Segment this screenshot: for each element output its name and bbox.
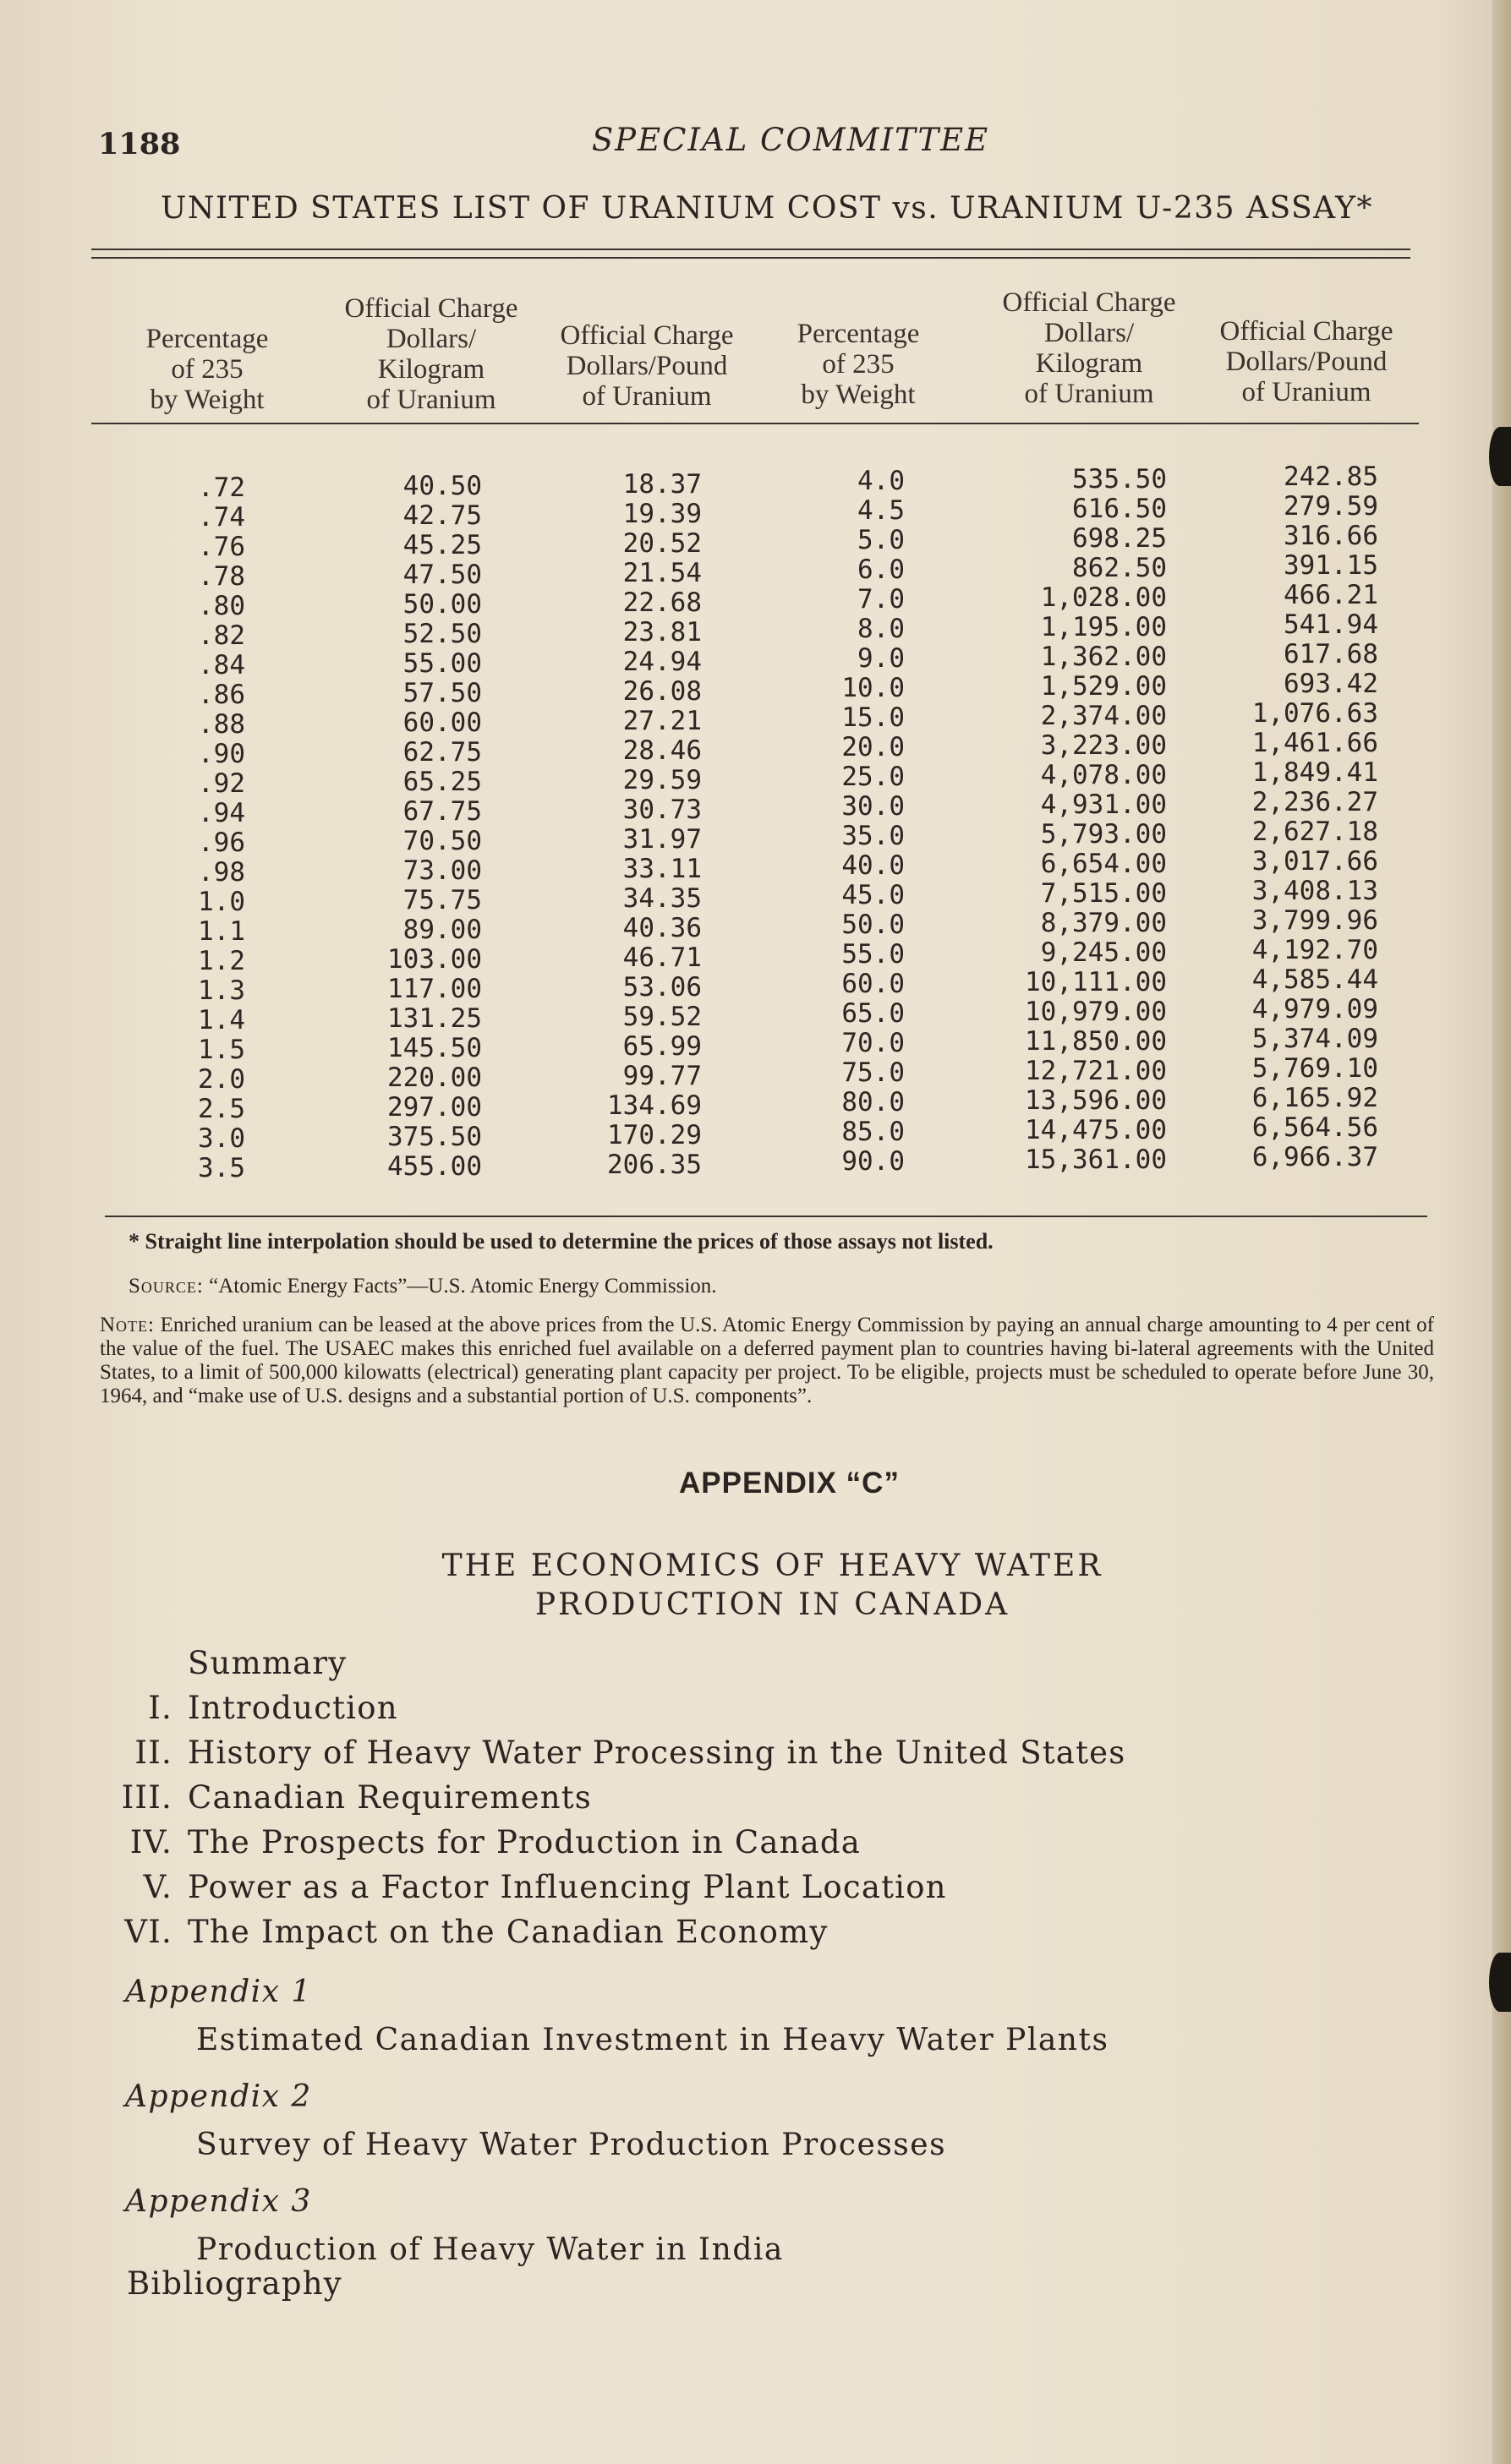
- table-cell: 40.50: [402, 471, 482, 501]
- bibliography: Bibliography: [127, 2265, 342, 2302]
- table-cell: 29.59: [622, 765, 702, 795]
- table-cell: 55.00: [402, 648, 482, 679]
- table-cell: 5.0: [857, 525, 905, 555]
- table-top-rule: [91, 257, 1410, 259]
- table-cell: 6.0: [857, 555, 905, 585]
- table-cell: 75.75: [402, 885, 482, 915]
- table-cell: 616.50: [1072, 494, 1167, 524]
- table-cell: 75.0: [841, 1057, 905, 1088]
- col-header-dollars-kg: Official Charge Dollars/ Kilogram of Uranium: [1002, 287, 1176, 409]
- table-cell: 1.3: [198, 975, 245, 1006]
- sub-appendix-title: Survey of Heavy Water Production Processes: [196, 2128, 947, 2162]
- contents-number: IV.: [129, 1824, 172, 1860]
- table-cell: 2,627.18: [1251, 817, 1378, 847]
- table-cell: .78: [198, 561, 245, 592]
- table-cell: 55.0: [841, 939, 905, 970]
- table-cell: 5,769.10: [1251, 1053, 1378, 1084]
- table-cell: 11,850.00: [1025, 1026, 1167, 1057]
- table-cell: 391.15: [1284, 550, 1378, 581]
- table-cell: 50.0: [841, 910, 905, 940]
- table-cell: 3,408.13: [1251, 876, 1378, 906]
- table-cell: 10.0: [841, 673, 905, 703]
- table-cell: 4,192.70: [1251, 935, 1378, 965]
- table-cell: 1.2: [198, 946, 245, 976]
- table-cell: .82: [198, 620, 245, 651]
- table-cell: 31.97: [622, 824, 702, 855]
- table-cell: 25.0: [841, 762, 905, 792]
- table-cell: 45.25: [402, 530, 482, 560]
- table-cell: 1.4: [198, 1005, 245, 1035]
- table-cell: 46.71: [622, 942, 702, 973]
- table-cell: 6,654.00: [1040, 849, 1167, 879]
- sub-appendix-label: Appendix 1: [125, 1975, 312, 2009]
- sub-appendix-label: Appendix 2: [125, 2079, 312, 2114]
- table-cell: .92: [198, 768, 245, 799]
- contents-text: Canadian Requirements: [188, 1779, 592, 1816]
- contents-text: Introduction: [188, 1690, 398, 1726]
- contents-text: Power as a Factor Influencing Plant Location: [188, 1869, 947, 1905]
- table-cell: 3,799.96: [1251, 905, 1378, 936]
- contents-text: History of Heavy Water Processing in the United States: [188, 1735, 1126, 1771]
- contents-number: I.: [148, 1690, 172, 1726]
- header-rule: [91, 423, 1419, 424]
- binding-edge: [1492, 0, 1511, 2464]
- table-cell: 12,721.00: [1025, 1056, 1167, 1086]
- table-footnote: * Straight line interpolation should be used to determine the prices of those assays not listed.: [129, 1229, 994, 1254]
- table-cell: 65.25: [402, 767, 482, 797]
- table-cell: .74: [198, 502, 245, 533]
- table-cell: 1,028.00: [1040, 582, 1167, 613]
- table-cell: .98: [198, 857, 245, 888]
- table-cell: 535.50: [1072, 464, 1167, 494]
- table-cell: 698.25: [1072, 523, 1167, 554]
- table-cell: 90.0: [841, 1146, 905, 1177]
- punch-hole: [1489, 1953, 1511, 2012]
- table-cell: 35.0: [841, 821, 905, 851]
- table-cell: 73.00: [402, 855, 482, 886]
- table-cell: 1,529.00: [1040, 671, 1167, 702]
- table-cell: 20.52: [622, 528, 702, 559]
- table-cell: 8.0: [857, 614, 905, 644]
- table-cell: 52.50: [402, 619, 482, 649]
- table-cell: 220.00: [387, 1063, 482, 1093]
- table-cell: 60.00: [402, 708, 482, 738]
- table-bottom-rule: [105, 1216, 1427, 1217]
- column-dollars-kg-low: [364, 472, 482, 1182]
- table-cell: 15,361.00: [1025, 1145, 1167, 1175]
- column-percentage-low: [144, 473, 245, 1183]
- table-cell: 4.5: [857, 495, 905, 526]
- table-cell: .94: [198, 798, 245, 828]
- table-cell: 131.25: [387, 1003, 482, 1034]
- table-cell: 1.5: [198, 1035, 245, 1065]
- sub-appendix: [125, 2184, 784, 2267]
- table-cell: 3.5: [198, 1153, 245, 1183]
- table-cell: 5,793.00: [1040, 819, 1167, 850]
- table-cell: 89.00: [402, 915, 482, 945]
- table-cell: 45.0: [841, 880, 905, 910]
- table-cell: .88: [198, 709, 245, 740]
- table-cell: 4,078.00: [1040, 760, 1167, 790]
- table-cell: 40.0: [841, 850, 905, 881]
- table-cell: 34.35: [622, 883, 702, 914]
- table-cell: 65.0: [841, 998, 905, 1029]
- table-cell: 70.0: [841, 1028, 905, 1058]
- contents-number: V.: [143, 1869, 172, 1905]
- sub-appendix-label: Appendix 3: [125, 2184, 312, 2219]
- table-cell: 13,596.00: [1025, 1085, 1167, 1116]
- table-cell: 4,585.44: [1251, 964, 1378, 995]
- table-cell: 617.68: [1284, 639, 1378, 669]
- table-cell: 21.54: [622, 558, 702, 588]
- table-cell: 145.50: [387, 1033, 482, 1063]
- col-header-percentage: Percentage of 235 by Weight: [145, 324, 269, 415]
- table-cell: 8,379.00: [1040, 908, 1167, 938]
- table-cell: 33.11: [622, 854, 702, 884]
- source-line: [129, 1275, 717, 1298]
- table-title: UNITED STATES LIST OF URANIUM COST vs. URANIUM U-235 ASSAY*: [161, 191, 1373, 226]
- table-cell: 22.68: [622, 587, 702, 618]
- table-cell: 10,111.00: [1025, 967, 1167, 997]
- table-cell: 9,245.00: [1040, 937, 1167, 968]
- table-cell: 85.0: [841, 1117, 905, 1147]
- table-cell: 316.66: [1284, 521, 1378, 551]
- appendix-heading: APPENDIX “C”: [679, 1467, 900, 1500]
- column-dollars-lb-high: [1226, 462, 1378, 1172]
- table-cell: .76: [198, 532, 245, 562]
- note-text: Enriched uranium can be leased at the above prices from the U.S. Atomic Energy Commission by paying an annual charge amounting to 4 per cent of the value of the fuel. The USAEC makes this enriched fuel available on a deferred payment plan to countries having bi-lateral agreements with the United States, to a limit of 500,000 kilowatts (electrical) generating plant capacity per project. To be eligible, projects must be scheduled to operate before June 30, 1964, and “make use of U.S. designs and a substantial portion of U.S. components”.: [100, 1314, 1434, 1407]
- table-cell: 6,564.56: [1251, 1112, 1378, 1143]
- table-cell: 1.0: [198, 887, 245, 917]
- table-cell: 206.35: [607, 1150, 702, 1180]
- source-label: Source:: [129, 1275, 204, 1298]
- table-cell: 7.0: [857, 584, 905, 615]
- table-cell: 103.00: [387, 944, 482, 975]
- table-cell: 19.39: [622, 499, 702, 529]
- table-cell: 4.0: [857, 466, 905, 496]
- table-cell: .80: [198, 591, 245, 621]
- table-cell: 541.94: [1284, 609, 1378, 640]
- table-cell: .90: [198, 739, 245, 769]
- table-cell: 455.00: [387, 1151, 482, 1182]
- appendix-title: THE ECONOMICS OF HEAVY WATER PRODUCTION IN CANADA: [441, 1549, 1103, 1622]
- table-cell: 1,461.66: [1251, 728, 1378, 758]
- sub-appendix-title: Production of Heavy Water in India: [196, 2232, 784, 2267]
- table-cell: 14,475.00: [1025, 1115, 1167, 1145]
- table-cell: 50.00: [402, 589, 482, 620]
- table-cell: 59.52: [622, 1002, 702, 1032]
- table-cell: 3,017.66: [1251, 846, 1378, 877]
- table-cell: 62.75: [402, 737, 482, 768]
- table-cell: 57.50: [402, 678, 482, 708]
- table-cell: 1,076.63: [1251, 698, 1378, 729]
- contents-number: III.: [121, 1779, 172, 1816]
- table-cell: 60.0: [841, 969, 905, 999]
- contents-text: Summary: [188, 1645, 348, 1681]
- table-cell: 20.0: [841, 732, 905, 762]
- table-cell: .96: [198, 828, 245, 858]
- table-cell: 4,931.00: [1040, 789, 1167, 820]
- table-cell: 10,979.00: [1025, 997, 1167, 1027]
- table-cell: 134.69: [607, 1090, 702, 1121]
- table-cell: 7,515.00: [1040, 878, 1167, 909]
- table-cell: 70.50: [402, 826, 482, 856]
- note-label: Note:: [100, 1314, 155, 1336]
- table-cell: 15.0: [841, 702, 905, 733]
- page-number: 1188: [98, 127, 181, 161]
- table-cell: 279.59: [1284, 491, 1378, 522]
- contents-number: VI.: [124, 1914, 172, 1950]
- table-cell: 67.75: [402, 796, 482, 827]
- table-cell: 117.00: [387, 974, 482, 1004]
- table-cell: 6,966.37: [1251, 1142, 1378, 1172]
- table-cell: 53.06: [622, 972, 702, 1003]
- table-cell: 466.21: [1284, 580, 1378, 610]
- table-cell: 65.99: [622, 1031, 702, 1062]
- table-cell: 40.36: [622, 913, 702, 943]
- column-dollars-kg-high: [998, 465, 1167, 1175]
- table-cell: 2.0: [198, 1064, 245, 1095]
- sub-appendix: [125, 1975, 1109, 2057]
- table-cell: 375.50: [387, 1122, 482, 1152]
- table-cell: 23.81: [622, 617, 702, 647]
- table-cell: 27.21: [622, 706, 702, 736]
- col-header-percentage: Percentage of 235 by Weight: [797, 319, 920, 410]
- sub-appendix: [125, 2079, 946, 2162]
- punch-hole: [1489, 427, 1511, 486]
- table-cell: 26.08: [622, 676, 702, 707]
- sub-appendix-title: Estimated Canadian Investment in Heavy Water Plants: [196, 2023, 1109, 2057]
- table-cell: 18.37: [622, 469, 702, 500]
- col-header-dollars-kg: Official Charge Dollars/ Kilogram of Uranium: [344, 293, 518, 415]
- column-dollars-lb-low: [583, 470, 702, 1180]
- table-cell: .72: [198, 473, 245, 503]
- table-cell: .84: [198, 650, 245, 680]
- table-cell: 99.77: [622, 1061, 702, 1091]
- table-cell: 80.0: [841, 1087, 905, 1117]
- contents-text: The Prospects for Production in Canada: [188, 1824, 862, 1860]
- table-cell: 1,849.41: [1251, 757, 1378, 788]
- source-text: “Atomic Energy Facts”—U.S. Atomic Energy Commission.: [209, 1275, 717, 1298]
- table-cell: 170.29: [607, 1120, 702, 1150]
- table-cell: 3,223.00: [1040, 730, 1167, 761]
- table-cell: 1,362.00: [1040, 642, 1167, 672]
- table-cell: 6,165.92: [1251, 1083, 1378, 1113]
- table-cell: 9.0: [857, 643, 905, 674]
- table-cell: 242.85: [1284, 462, 1378, 492]
- table-cell: 30.0: [841, 791, 905, 822]
- table-cell: 2,236.27: [1251, 787, 1378, 817]
- table-cell: 2,374.00: [1040, 701, 1167, 731]
- column-percentage-high: [820, 467, 905, 1177]
- table-cell: 42.75: [402, 500, 482, 531]
- contents-text: The Impact on the Canadian Economy: [188, 1914, 829, 1950]
- table-cell: 47.50: [402, 560, 482, 590]
- col-header-dollars-lb: Official Charge Dollars/Pound of Uranium: [560, 320, 734, 412]
- contents-number: II.: [134, 1735, 172, 1771]
- table-cell: 3.0: [198, 1123, 245, 1154]
- table-cell: 24.94: [622, 647, 702, 677]
- table-cell: 1.1: [198, 916, 245, 947]
- table-cell: 28.46: [622, 735, 702, 766]
- table-cell: 4,979.09: [1251, 994, 1378, 1024]
- table-top-rule: [91, 249, 1410, 250]
- table-cell: 30.73: [622, 795, 702, 825]
- col-header-dollars-lb: Official Charge Dollars/Pound of Uranium: [1219, 316, 1393, 407]
- running-head: SPECIAL COMMITTEE: [591, 122, 990, 158]
- table-cell: 5,374.09: [1251, 1024, 1378, 1054]
- table-cell: 1,195.00: [1040, 612, 1167, 642]
- table-cell: 297.00: [387, 1092, 482, 1123]
- table-cell: 862.50: [1072, 553, 1167, 583]
- table-cell: .86: [198, 680, 245, 710]
- table-cell: 693.42: [1284, 669, 1378, 699]
- note-paragraph: [100, 1314, 1434, 1408]
- table-cell: 2.5: [198, 1094, 245, 1124]
